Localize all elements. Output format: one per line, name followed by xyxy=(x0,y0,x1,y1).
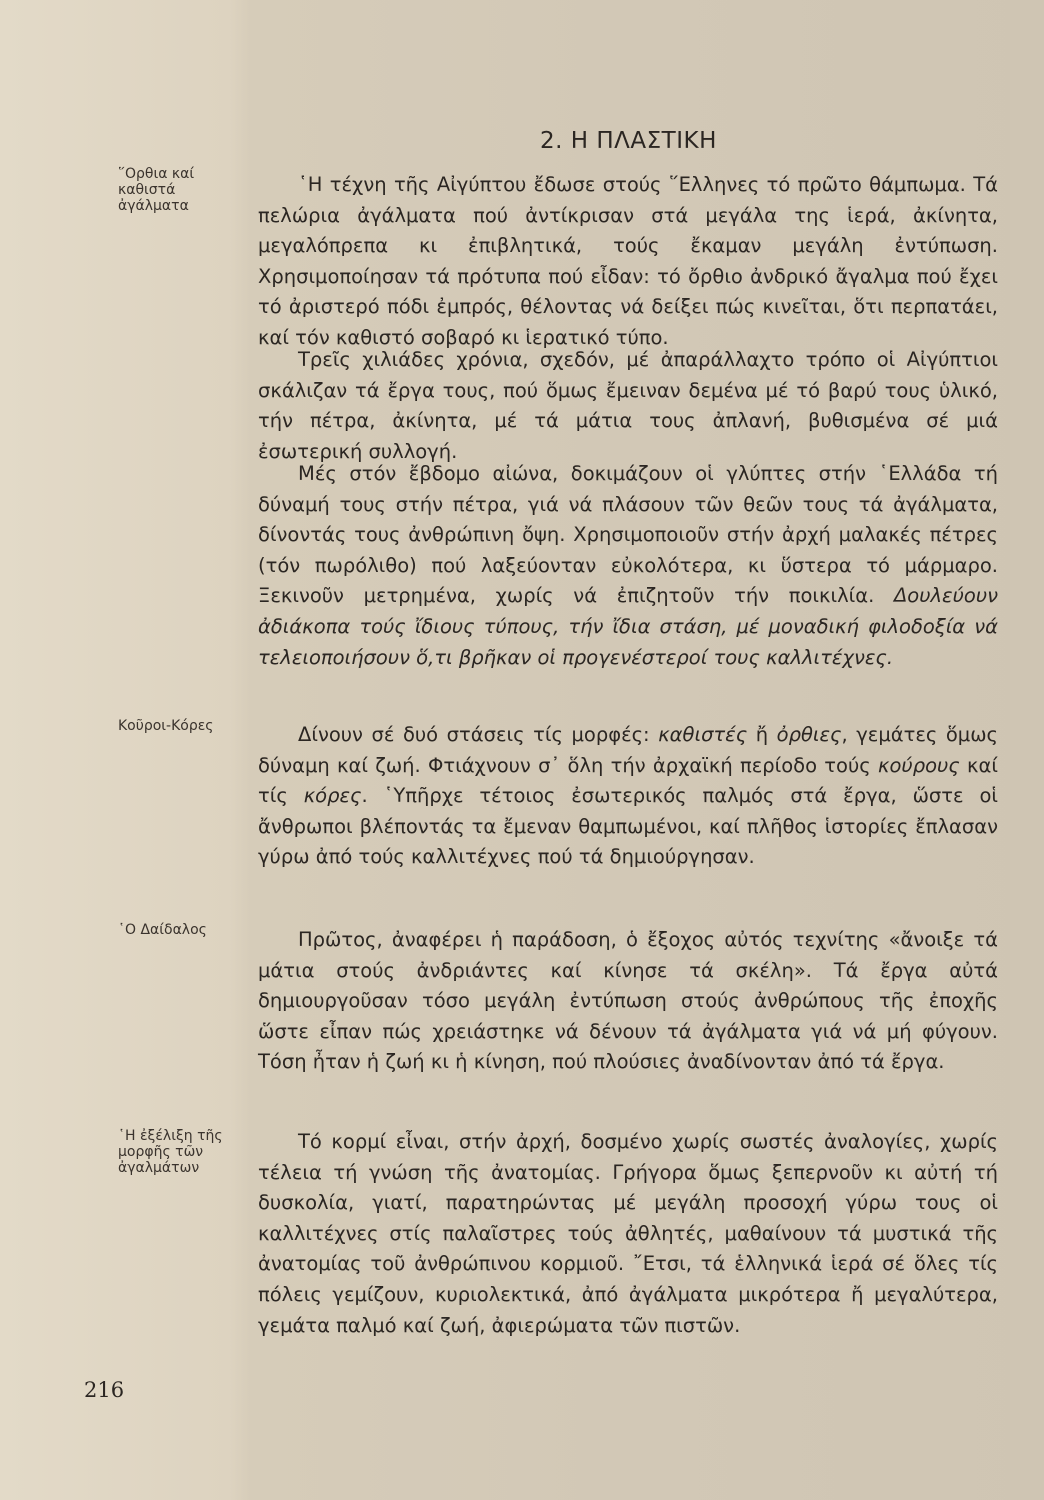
margin-note-daedalus xyxy=(118,922,238,938)
margin-note-upright-seated-statues xyxy=(118,166,238,214)
paragraph-text: Μές στόν ἔβδομο αἰώνα, δοκιμάζουν οἱ γλύπτες στήν ῾Ελλάδα τή δύναμή τους στήν πέτρα, γιά νά πλάσουν τῶν θεῶν τους τά ἀγάλματα, δίνοντάς τους ἀνθρώπινη ὄψη. Χρησιμοποιοῦν στήν ἀρχή μαλακές πέτρες (τόν πωρόλιθο) πού λαξεύονταν εὐκολότερα, κι ὕστερα τό μάρμαρο. Ξεκινοῦν μετρημένα, χωρίς νά ἐπιζητοῦν τήν ποικιλία. xyxy=(258,462,998,608)
paragraph-kouroi-korai xyxy=(258,720,998,873)
text-run: , γεμάτες ὅμως δύναμη καί ζωή. Φτιάχνουν σ᾽ ὅλη τήν ἀρχαϊκή περίοδο τούς xyxy=(258,723,998,777)
italic-term: κούρους xyxy=(878,753,960,777)
margin-note-line: Κοῦροι-Κόρες xyxy=(118,718,214,734)
paragraph-text: Τό κορμί εἶναι, στήν ἀρχή, δοσμένο χωρίς σωστές ἀναλογίες, χωρίς τέλεια τή γνώση τῆς ἀνατομίας. Γρήγορα ὅμως ξεπερνοῦν κι αὐτή τή δυσκολία, γιατί, παρατηρώντας μέ μεγάλη προσοχή γύρω τους οἱ καλλιτέχνες στίς παλαῖστρες τούς ἀθλητές, μαθαίνουν τά μυστικά τῆς ἀνατομίας τοῦ ἀνθρώπινου κορμιοῦ. ῎Ετσι, τά ἑλληνικά ἱερά σέ ὅλες τίς πόλεις γεμίζουν, κυριολεκτικά, ἀπό ἀγάλματα μικρότερα ἤ μεγαλύτερα, γεμάτα παλμό καί ζωή, ἀφιερώματα τῶν πιστῶν. xyxy=(258,1130,998,1337)
paragraph-egyptian-influence xyxy=(258,170,998,354)
paragraph-text: Τρεῖς χιλιάδες χρόνια, σχεδόν, μέ ἀπαράλλαχτο τρόπο οἱ Αἰγύπτιοι σκάλιζαν τά ἔργα τους, πού ὅμως ἔμειναν δεμένα μέ τό βαρύ τους ὑλικό, τήν πέτρα, ἀκίνητα, μέ τά μάτια τους ἀπλανή, βυθισμένα σέ μιά ἐσωτερική συλλογή. xyxy=(258,348,998,463)
margin-note-line: ῞Ορθια καί xyxy=(118,166,195,182)
margin-note-line: ἀγαλμάτων xyxy=(118,1160,200,1176)
margin-note-line: ἀγάλματα xyxy=(118,198,189,214)
paragraph-egyptian-tradition xyxy=(258,345,998,467)
italic-term: καθιστές xyxy=(658,723,748,746)
margin-note-line: ῾Η ἐξέλιξη τῆς xyxy=(118,1128,223,1144)
text-run: . ῾Υπῆρχε τέτοιος ἐσωτερικός παλμός στά ἔργα, ὥστε οἱ ἄνθρωποι βλέποντάς τα ἔμεναν θαμπωμένοι, καί πλῆθος ἱστορίες ἔπλασαν γύρω ἀπό τούς καλλιτέχνες πού τά δημιούργησαν. xyxy=(258,784,998,869)
italic-term: κόρες xyxy=(303,784,362,808)
italic-term: ὀρθιες xyxy=(776,723,842,746)
section-title: 2. Η ΠΛΑΣΤΙΚΗ xyxy=(540,128,717,154)
margin-note-line: καθιστά xyxy=(118,182,176,198)
paragraph-text: Πρῶτος, ἀναφέρει ἡ παράδοση, ὁ ἔξοχος αὐτός τεχνίτης «ἄνοιξε τά μάτια στούς ἀνδριάντες καί κίνησε τά σκέλη». Τά ἔργα αὐτά δημιουργοῦσαν τόσο μεγάλη ἐντύπωση στούς ἀνθρώπους τῆς ἐποχῆς ὥστε εἶπαν πώς χρειάστηκε νά δένουν τά ἀγάλματα γιά νά μή φύγουν. Τόση ἦταν ἡ ζωή κι ἡ κίνηση, πού πλούσιες ἀναδίνονταν ἀπό τά ἔργα. xyxy=(258,928,998,1074)
paragraph-seventh-century xyxy=(258,459,998,673)
page-number: 216 xyxy=(84,1378,125,1402)
margin-note-line: μορφῆς τῶν xyxy=(118,1144,204,1160)
paragraph-daedalus xyxy=(258,925,998,1078)
text-run: καί τίς xyxy=(258,753,998,808)
margin-note-evolution-of-form xyxy=(118,1128,238,1176)
margin-note-kouroi-korai xyxy=(118,718,238,734)
paragraph-anatomy xyxy=(258,1127,998,1341)
paragraph-text: ῾Η τέχνη τῆς Αἰγύπτου ἔδωσε στούς ῞Ελληνες τό πρῶτο θάμπωμα. Τά πελώρια ἀγάλματα πού ἀντίκρισαν στά μεγάλα της ἱερά, ἀκίνητα, μεγαλόπρεπα κι ἐπιβλητικά, τούς ἔκαμαν μεγάλη ἐντύπωση. Χρησιμοποίησαν τά πρότυπα πού εἶδαν: τό ὄρθιο ἀνδρικό ἄγαλμα πού ἔχει τό ἀριστερό πόδι ἐμπρός, θέλοντας νά δείξει πώς κινεῖται, ὅτι περπατάει, καί τόν καθιστό σοβαρό κι ἱερατικό τύπο. xyxy=(258,173,998,349)
margin-note-line: ῾Ο Δαίδαλος xyxy=(118,922,207,938)
paragraph-italic-text: Δουλεύουν ἀδιάκοπα τούς ἴδιους τύπους, τήν ἴδια στάση, μέ μοναδική φιλοδοξία νά τελειοποιήσουν ὅ,τι βρῆκαν οἱ προγενέστεροί τους καλλιτέχνες. xyxy=(258,584,998,669)
text-run: ἤ xyxy=(747,723,777,746)
text-run: Δίνουν σέ δυό στάσεις τίς μορφές: xyxy=(298,723,659,746)
